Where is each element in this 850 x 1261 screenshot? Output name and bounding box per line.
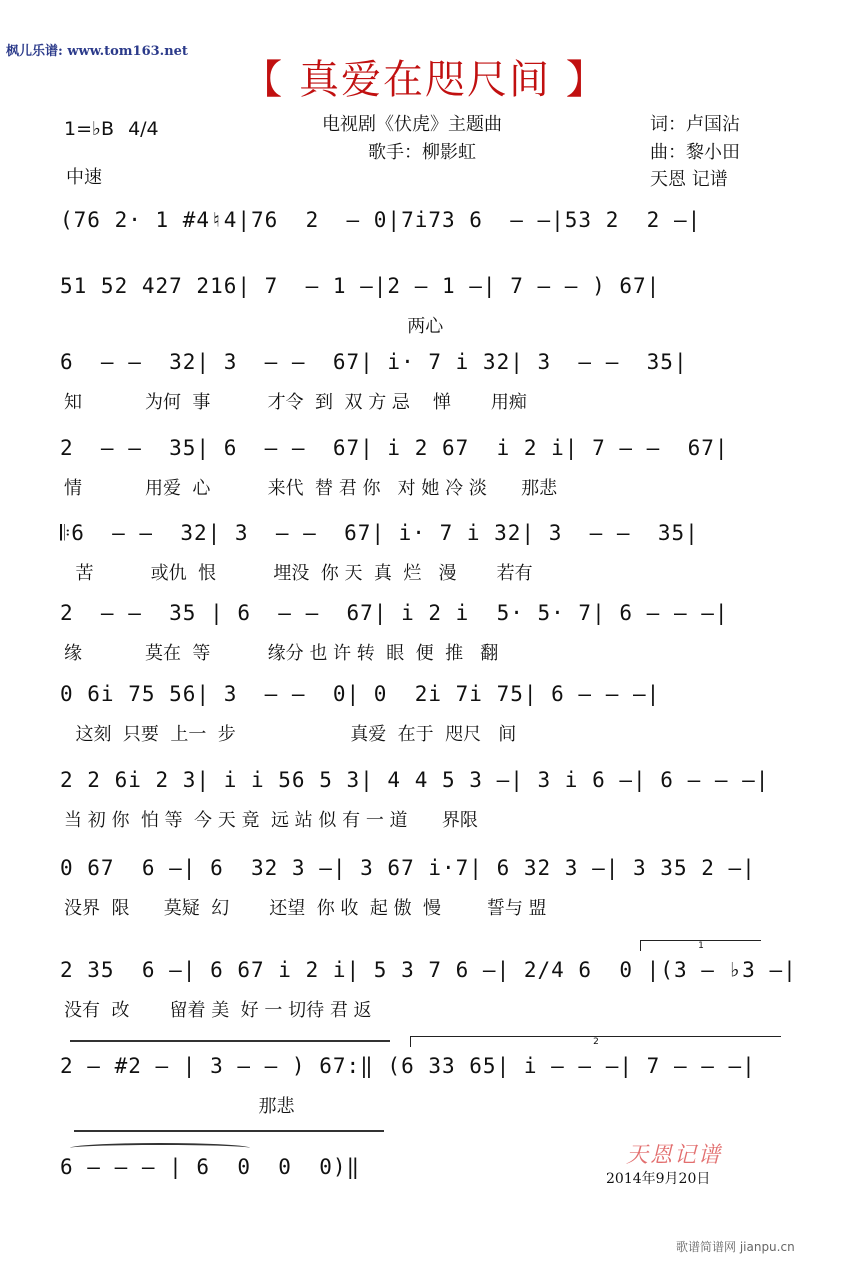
- lyric-line: 没界 限 莫疑 幻 还望 你 收 起 傲 慢 誓与 盟: [64, 898, 547, 919]
- tempo-marking: 中速: [66, 167, 102, 188]
- volta-1-label: 1: [698, 941, 704, 951]
- transcriber-signature: 天恩记谱: [626, 1143, 723, 1168]
- slur: [70, 1143, 250, 1153]
- notation-line: 2 35 6 —| 6 67 i 2 i| 5 3 7 6 —| 2/4 6 0 |(3 — ♭3 —|: [60, 958, 797, 982]
- notation-line: 6 — — 32| 3 — — 67| i· 7 i 32| 3 — — 35|: [60, 350, 688, 374]
- tie-line: [74, 1130, 384, 1140]
- site-banner: 枫儿乐谱: www.tom163.net: [6, 44, 188, 59]
- watermark: 歌谱简谱网 jianpu.cn: [676, 1240, 795, 1254]
- notation-line: 2 — #2 — | 3 — — ) 67:‖ (6 33 65| i — — —| 7 — — —|: [60, 1054, 756, 1078]
- notation-line: 2 2 6i 2 3| i i 56 5 3| 4 4 5 3 —| 3 i 6 —| 6 — — —|: [60, 768, 770, 792]
- lyric-line: 两心: [64, 316, 444, 337]
- notation-line: 𝄆6 — — 32| 3 — — 67| i· 7 i 32| 3 — — 35|: [60, 521, 699, 545]
- key-signature: [64, 118, 159, 140]
- time-signature: 4/4: [128, 118, 159, 140]
- score-row-5: [60, 521, 780, 611]
- notation-line: 6 — — — | 6 0 0 0)‖: [60, 1155, 361, 1179]
- tie-line: [70, 1040, 390, 1050]
- lyric-line: 那悲: [64, 1096, 295, 1117]
- volta-1-bracket: [640, 940, 761, 951]
- lyric-line: 没有 改 留着 美 好 一 切待 君 返: [64, 1000, 372, 1021]
- score-row-10: [60, 958, 797, 1048]
- key-label: 1=♭B: [64, 118, 115, 140]
- notation-line: 2 — — 35 | 6 — — 67| i 2 i 5· 5· 7| 6 — — —|: [60, 601, 729, 625]
- singer: 歌手：柳影虹: [368, 142, 476, 163]
- notation-line: (76 2· 1 #4♮4|76 2 — 0|7i73 6 — —|53 2 2 —|: [60, 208, 702, 232]
- volta-2-label: 2: [593, 1037, 599, 1047]
- notation-line: 51 52 427 216| 7 — 1 —|2 — 1 —| 7 — — ) 67|: [60, 274, 661, 298]
- score-row-4: [60, 436, 780, 526]
- lyricist: 词：卢国沾: [650, 114, 740, 135]
- composer: 曲：黎小田: [650, 142, 740, 163]
- song-title: 【 真爱在咫尺间 】: [242, 57, 608, 103]
- lyric-line: 这刻 只要 上一 步 真爱 在于 咫尺 间: [64, 724, 517, 745]
- subtitle: 电视剧《伏虎》主题曲: [322, 114, 502, 135]
- lyric-line: 缘 莫在 等 缘分 也 许 转 眼 便 推 翻: [64, 643, 499, 664]
- score-row-3: [60, 350, 780, 440]
- notation-line: 2 — — 35| 6 — — 67| i 2 67 i 2 i| 7 — — 67|: [60, 436, 729, 460]
- transcriber: 天恩 记谱: [650, 169, 728, 190]
- notation-line: 0 67 6 —| 6 32 3 —| 3 67 i·7| 6 32 3 —| 3 35 2 —|: [60, 856, 756, 880]
- score-row-6: [60, 601, 780, 691]
- volta-2-bracket: [410, 1036, 781, 1047]
- lyric-line: 情 用爱 心 来代 替 君 你 对 她 冷 淡 那悲: [64, 478, 558, 499]
- score-row-8: [60, 768, 780, 858]
- lyric-line: 知 为何 事 才令 到 双 方 忌 惮 用痴: [64, 392, 527, 413]
- transcription-date: 2014年9月20日: [606, 1171, 711, 1187]
- score-row-9: [60, 856, 780, 946]
- score-row-7: [60, 682, 780, 772]
- notation-line: 0 6i 75 56| 3 — — 0| 0 2i 7i 75| 6 — — —|: [60, 682, 661, 706]
- lyric-line: 当 初 你 怕 等 今 天 竟 远 站 似 有 一 道 界限: [64, 810, 478, 831]
- lyric-line: 苦 或仇 恨 埋没 你 天 真 烂 漫 若有: [64, 563, 533, 584]
